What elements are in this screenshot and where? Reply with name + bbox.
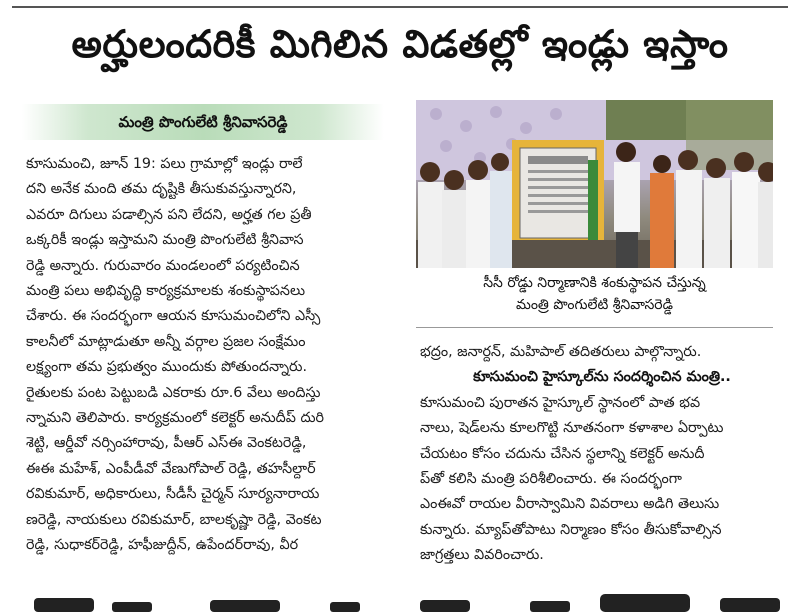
article-line: ప్‌తో కలిసి మంత్రి పరిశీలించారు. ఈ సందర్భంగా bbox=[420, 471, 682, 488]
byline-banner: మంత్రి పొంగులేటి శ్రీనివాసరెడ్డి bbox=[22, 104, 384, 140]
article-line: లక్ష్యంగా తమ ప్రభుత్వం ముందుకు పోతుందన్నారు. bbox=[26, 359, 308, 376]
article-left-column bbox=[26, 152, 406, 559]
article-line: జాగ్రత్తలు వివరించారు. bbox=[420, 547, 544, 564]
article-line: కూసుమంచి, జూన్ 19: పలు గ్రామాల్లో ఇండ్లు రాలే bbox=[26, 156, 303, 172]
cropped-text-fragment bbox=[0, 588, 800, 612]
article-line: మంత్రి పలు అభివృద్ధి కార్యక్రమాలకు శంకుస్థాపనలు bbox=[26, 283, 306, 300]
article-line: చేశారు. ఈ సందర్భంగా ఆయన కూసుమంచిలోని ఎస్సీ bbox=[26, 308, 321, 325]
headline: అర్హులందరికీ మిగిలిన విడతల్లో ఇండ్లు ఇస్తాం bbox=[71, 22, 729, 66]
article-line: రవికుమార్, అధికారులు, సీడీసీ చైర్మన్ సూర్యనారాయ bbox=[26, 486, 320, 503]
article-line: భద్రం, జనార్దన్, మహిపాల్ తదితరులు పాల్గొన్నారు. bbox=[420, 344, 702, 360]
article-right-column bbox=[420, 340, 784, 569]
article-line: న్నామని తెలిపారు. కార్యక్రమంలో కలెక్టర్ అనుదీప్ దురి bbox=[26, 410, 324, 427]
article-line: రెడ్డి, సుధాకర్‌రెడ్డి, హఫీజుద్దీన్, ఉపేందర్‌రావు, వీర bbox=[26, 537, 299, 554]
article-line: శెట్టి, ఆర్డీవో నర్సింహారావు, పీఆర్ ఎస్ఈ వెంకటరెడ్డి, bbox=[26, 435, 307, 452]
article-line: రైతులకు పంట పెట్టుబడి ఎకరాకు రూ.6 వేలు అందిస్తు bbox=[26, 384, 321, 401]
article-line: కున్నారు. మ్యాప్‌తోపాటు నిర్మాణం కోసం తీసుకోవాల్సిన bbox=[420, 521, 722, 538]
top-rule bbox=[12, 6, 788, 8]
subheading: కూసుమంచి హైస్కూల్‌ను సందర్శించిన మంత్రి.. bbox=[473, 369, 731, 386]
article-line: ఈఈ మహేశ్, ఎంపీడీవో వేణుగోపాల్ రెడ్డి, తహసీల్దార్ bbox=[26, 460, 316, 477]
article-line: ఒక్కరికీ ఇండ్లు ఇస్తామని మంత్రి పొంగులేటి శ్రీనివాస bbox=[26, 232, 304, 249]
caption-line: మంత్రి పొంగులేటి శ్రీనివాసరెడ్డి bbox=[516, 297, 673, 313]
article-line: నాలు, షెడ్‌లను కూలగొట్టి నూతనంగా కళాశాల ఏర్పాటు bbox=[420, 420, 724, 437]
article-line: చేయటం కోసం చదును చేసిన స్థలాన్ని కలెక్టర్ అనుదీ bbox=[420, 445, 705, 462]
article-line: కూసుమంచి పురాతన హైస్కూల్ స్థానంలో పాత భవ bbox=[420, 394, 701, 411]
article-line: ఎవరూ దిగులు పడాల్సిన పని లేదని, అర్హత గల ప్రతీ bbox=[26, 206, 312, 223]
caption-divider bbox=[416, 327, 773, 328]
article-line: రెడ్డి అన్నారు. గురువారం మండలంలో పర్యటించిన bbox=[26, 257, 300, 274]
article-line: దని అనేక మంది తమ దృష్టికి తీసుకువస్తున్నారని, bbox=[26, 181, 297, 198]
news-photo-illustration bbox=[416, 100, 773, 268]
article-line: ఎంఈవో రాయల వీరాస్వామిని వివరాలు అడిగి తెలుసు bbox=[420, 496, 720, 513]
cropped-next-headline bbox=[0, 588, 800, 612]
news-photo bbox=[416, 100, 773, 268]
article-line: కాలనీలో మాట్లాడుతూ అన్నీ వర్గాల ప్రజల సంక్షేమం bbox=[26, 333, 306, 350]
photo-caption bbox=[416, 272, 773, 316]
caption-line: సీసీ రోడ్డు నిర్మాణానికి శంకుస్థాపన చేస్తున్న bbox=[483, 275, 706, 291]
article-line: ణరెడ్డి, నాయకులు రవికుమార్, బాలకృష్ణా రెడ్డి, వెంకట bbox=[26, 511, 322, 528]
